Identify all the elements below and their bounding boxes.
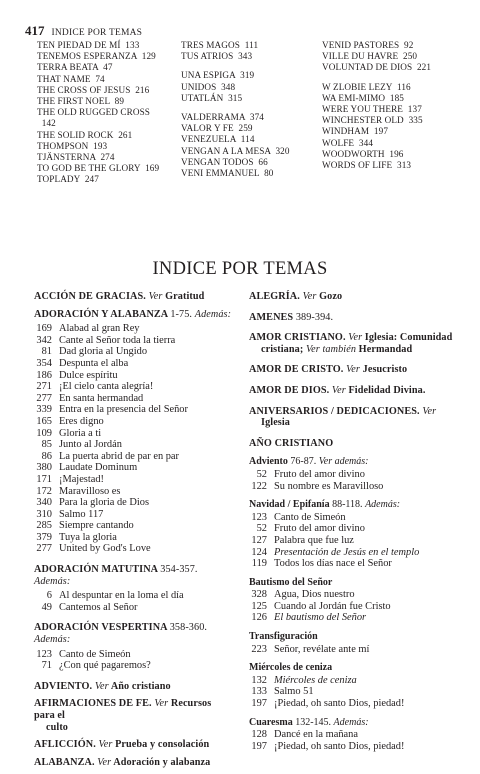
index-entry (34, 381, 234, 393)
hymn-title: Señor, revélate ante mí (274, 643, 370, 655)
hymn-title: Canto de Simeón (59, 648, 131, 660)
index-entry (34, 520, 234, 532)
index-entry (34, 335, 234, 347)
index-entry (249, 644, 471, 656)
hymn-title: Miércoles de ceniza (274, 674, 357, 686)
topic-heading: ACCIÓN DE GRACIAS. Ver Gratitud (34, 291, 205, 302)
hymn-title: ¡Majestad! (59, 473, 105, 485)
index-entry (249, 612, 471, 624)
topic-heading: ANIVERSARIOS / DEDICACIONES. Ver Iglesia (249, 405, 437, 429)
topic-heading: AÑO CRISTIANO (249, 437, 334, 449)
running-header-title: INDICE POR TEMAS (51, 28, 143, 38)
title-index-entry: VENGAN A LA MESA 320 (181, 145, 290, 156)
hymn-number: 109 (36, 427, 52, 439)
index-entry (34, 370, 234, 382)
topic-heading: AFIRMACIONES DE FE. Ver Recursos para el culto (34, 698, 212, 733)
hymn-title: Al despuntar en la loma el día (59, 590, 184, 602)
index-entry (249, 698, 471, 710)
hymn-title: ¿Con qué pagaremos? (59, 660, 151, 672)
index-entry (249, 589, 471, 601)
hymn-number: 81 (41, 346, 52, 358)
hymn-number: 122 (251, 480, 267, 492)
hymn-number: 123 (36, 648, 52, 660)
title-index-entry: 142 (37, 118, 56, 129)
topic-heading: ALABANZA. Ver Adoración y alabanza (34, 756, 211, 768)
hymn-number: 277 (36, 543, 52, 555)
title-index-entry: THE OLD RUGGED CROSS (37, 107, 151, 118)
hymn-title: Eres digno (59, 415, 104, 427)
title-index-entry: VALDERRAMA 374 (181, 112, 265, 123)
hymn-title: United by God's Love (59, 543, 151, 555)
topic-heading: ADVIENTO. Ver Año cristiano (34, 680, 171, 692)
hymn-title: Maravilloso es (59, 485, 121, 497)
page-number: 417 (25, 23, 45, 38)
hymn-title: Entra en la presencia del Señor (59, 404, 188, 416)
hymn-title: Canto de Simeón (274, 511, 346, 523)
hymn-number: 342 (36, 334, 52, 346)
entry-list (34, 590, 234, 613)
hymn-number: 354 (36, 357, 52, 369)
hymn-number: 6 (46, 590, 52, 602)
title-index-entry: TOPLADY 247 (37, 174, 99, 185)
topic-heading: AMOR DE DIOS. Ver Fidelidad Divina. (249, 384, 426, 396)
hymn-number: 171 (36, 473, 52, 485)
index-entry (34, 428, 234, 440)
index-entry (249, 729, 471, 741)
hymn-title: Agua, Dios nuestro (274, 589, 355, 601)
hymn-title: Todos los días nace el Señor (274, 558, 392, 570)
hymn-number: 128 (251, 729, 267, 741)
title-index-entry: WINDHAM 197 (322, 126, 389, 137)
subtopic-heading: Navidad / Epifanía 88-118. Además: (249, 499, 401, 511)
title-index-entry: VENGAN TODOS 66 (181, 156, 268, 167)
title-index-entry: VENI EMMANUEL 80 (181, 168, 274, 179)
hymn-number: 271 (36, 381, 52, 393)
title-index-entry: WA EMI-MIMO 185 (322, 92, 404, 103)
hymn-title: Alabad al gran Rey (59, 323, 140, 335)
hymn-title: El bautismo del Señor (274, 612, 367, 624)
topic-heading: AMOR CRISTIANO. Ver Iglesia: Comunidad cristiana; Ver también Hermandad (249, 332, 453, 355)
topic-heading: ADORACIÓN Y ALABANZA 1-75. Además: (34, 308, 232, 320)
hymn-title: Para la gloria de Dios (59, 497, 150, 509)
topic-heading: ADORACIÓN VESPERTINA 358-360. Además: (34, 622, 208, 646)
hymn-number: 310 (36, 508, 52, 520)
entry-list (34, 323, 234, 555)
hymn-number: 165 (36, 415, 52, 427)
title-index-entry: W ZLOBIE LEZY 116 (322, 81, 411, 92)
hymn-title: Dad gloria al Ungido (59, 346, 148, 358)
title-index-entry: UTATLÁN 315 (181, 92, 243, 103)
index-entry (34, 509, 234, 521)
hymn-number: 133 (251, 686, 267, 698)
title-index-entry: TUS ATRIOS 343 (181, 51, 253, 62)
title-index-column-2 (181, 40, 321, 179)
hymn-number: 285 (36, 520, 52, 532)
index-entry (249, 675, 471, 687)
index-entry (249, 512, 471, 524)
topic-heading: AFLICCIÓN. Ver Prueba y consolación (34, 739, 210, 751)
index-entry (249, 481, 471, 493)
hymn-number: 125 (251, 600, 267, 612)
index-entry (34, 393, 234, 405)
title-index-entry: VENEZUELA 114 (181, 134, 255, 145)
title-index-entry: THE CROSS OF JESUS 216 (37, 84, 150, 95)
hymn-title: Cante al Señor toda la tierra (59, 334, 176, 346)
title-index-entry: WERE YOU THERE 137 (322, 104, 422, 115)
topic-index-right-column (249, 291, 471, 752)
hymn-title: Fruto del amor divino (274, 523, 365, 535)
index-entry (34, 602, 234, 614)
index-entry (249, 547, 471, 559)
index-entry (34, 416, 234, 428)
topic-heading: ALEGRÍA. Ver Gozo (249, 291, 343, 302)
title-index-entry: THE SOLID ROCK 261 (37, 129, 133, 140)
hymn-number: 52 (256, 468, 267, 480)
index-entry (34, 497, 234, 509)
hymn-title: Siempre cantando (59, 520, 134, 532)
hymn-number: 380 (36, 462, 52, 474)
hymn-number: 132 (251, 674, 267, 686)
hymn-number: 126 (251, 612, 267, 624)
index-entry (34, 474, 234, 486)
title-index-column-3 (322, 40, 472, 171)
title-index-entry: WORDS OF LIFE 313 (322, 160, 412, 171)
index-entry (34, 451, 234, 463)
entry-list (249, 675, 471, 710)
hymn-number: 197 (251, 740, 267, 752)
topic-index-left-column (34, 291, 234, 774)
hymn-number: 197 (251, 698, 267, 710)
hymn-number: 379 (36, 531, 52, 543)
title-index-entry: WINCHESTER OLD 335 (322, 115, 423, 126)
index-entry (249, 469, 471, 481)
index-entry (249, 558, 471, 570)
title-index-entry: WOODWORTH 196 (322, 148, 404, 159)
index-entry (34, 532, 234, 544)
index-entry (34, 439, 234, 451)
hymn-number: 127 (251, 534, 267, 546)
subtopic-heading: Transfiguración (249, 631, 318, 643)
hymn-number: 124 (251, 546, 267, 558)
hymn-number: 328 (251, 589, 267, 601)
hymn-number: 49 (41, 601, 52, 613)
hymn-title: Su nombre es Maravilloso (274, 480, 384, 492)
title-index-entry: TJÄNSTERNA 274 (37, 152, 115, 163)
hymn-number: 71 (41, 660, 52, 672)
hymn-title: Gloria a ti (59, 427, 102, 439)
entry-list (249, 512, 471, 570)
hymn-number: 223 (251, 643, 267, 655)
hymn-number: 86 (41, 450, 52, 462)
index-entry (34, 660, 234, 672)
entry-list (249, 469, 471, 492)
title-index-entry: VALOR Y FE 259 (181, 123, 253, 134)
index-entry (249, 686, 471, 698)
hymn-number: 85 (41, 439, 52, 451)
index-entry (249, 535, 471, 547)
entry-list (249, 644, 471, 656)
entry-list (249, 589, 471, 624)
subtopic-heading: Cuaresma 132-145. Además: (249, 716, 369, 728)
hymn-title: En santa hermandad (59, 392, 144, 404)
hymn-number: 186 (36, 369, 52, 381)
hymn-title: Cuando al Jordán fue Cristo (274, 600, 391, 612)
hymn-number: 169 (36, 323, 52, 335)
hymn-title: La puerta abrid de par en par (59, 450, 180, 462)
title-index-entry: TO GOD BE THE GLORY 169 (37, 163, 160, 174)
title-index-entry: VILLE DU HAVRE 250 (322, 51, 418, 62)
index-entry (34, 358, 234, 370)
title-index-entry: TENEMOS ESPERANZA 129 (37, 51, 156, 62)
topic-heading: ADORACIÓN MATUTINA 354-357. Además: (34, 564, 198, 587)
index-entry (249, 601, 471, 613)
hymn-number: 277 (36, 392, 52, 404)
hymn-title: Palabra que fue luz (274, 534, 354, 546)
hymn-number: 172 (36, 485, 52, 497)
title-index-entry: UNA ESPIGA 319 (181, 70, 255, 81)
page-title: INDICE POR TEMAS (152, 259, 328, 279)
index-entry (34, 346, 234, 358)
title-index-entry: TERRA BEATA 47 (37, 62, 113, 73)
hymn-number: 339 (36, 404, 52, 416)
hymn-title: Tuya la gloria (59, 531, 117, 543)
hymn-title: Junto al Jordán (59, 439, 122, 451)
hymn-title: Fruto del amor divino (274, 468, 365, 480)
title-index-entry: THE FIRST NOEL 89 (37, 96, 125, 107)
title-index-entry: VENID PASTORES 92 (322, 40, 414, 50)
hymn-title: Despunta el alba (59, 357, 129, 369)
hymn-title: Salmo 117 (59, 508, 104, 520)
hymn-title: Dulce espíritu (59, 369, 118, 381)
index-entry (34, 323, 234, 335)
subtopic-heading: Bautismo del Señor (249, 576, 333, 588)
hymn-title: Presentación de Jesús en el templo (274, 546, 420, 558)
title-index-column-1 (37, 40, 177, 186)
topic-heading: AMENES 389-394. (249, 311, 334, 323)
hymn-number: 340 (36, 497, 52, 509)
hymn-title: Cantemos al Señor (59, 601, 138, 613)
index-entry (34, 543, 234, 555)
title-index-entry: UNIDOS 348 (181, 81, 236, 92)
hymn-title: Dancé en la mañana (274, 729, 358, 741)
index-entry (34, 404, 234, 416)
title-index-entry: VOLUNTAD DE DIOS 221 (322, 62, 432, 73)
hymn-title: ¡El cielo canta alegría! (59, 381, 154, 393)
title-index-entry: WOLFE 344 (322, 137, 374, 148)
title-index-entry: THAT NAME 74 (37, 73, 105, 84)
entry-list (249, 729, 471, 752)
hymn-title: Salmo 51 (274, 686, 314, 698)
subtopic-heading: Adviento 76-87. Ver además: (249, 456, 369, 468)
hymn-number: 123 (251, 511, 267, 523)
index-entry (34, 462, 234, 474)
index-entry (249, 523, 471, 535)
index-entry (34, 590, 234, 602)
hymn-title: Laudate Dominum (59, 462, 138, 474)
topic-heading: AMOR DE CRISTO. Ver Jesucristo (249, 364, 408, 376)
hymn-title: ¡Piedad, oh santo Dios, piedad! (274, 740, 405, 752)
running-header (25, 24, 142, 40)
subtopic-heading: Miércoles de ceniza (249, 662, 333, 674)
title-index-entry: TRES MAGOS 111 (181, 40, 259, 50)
hymn-number: 119 (251, 558, 267, 570)
title-index-entry: THOMPSON 193 (37, 140, 108, 151)
hymn-title: ¡Piedad, oh santo Dios, piedad! (274, 698, 405, 710)
entry-list (34, 649, 234, 672)
index-entry (34, 649, 234, 661)
hymn-number: 52 (256, 523, 267, 535)
index-entry (34, 486, 234, 498)
title-index-entry: TEN PIEDAD DE MÍ 133 (37, 40, 140, 50)
